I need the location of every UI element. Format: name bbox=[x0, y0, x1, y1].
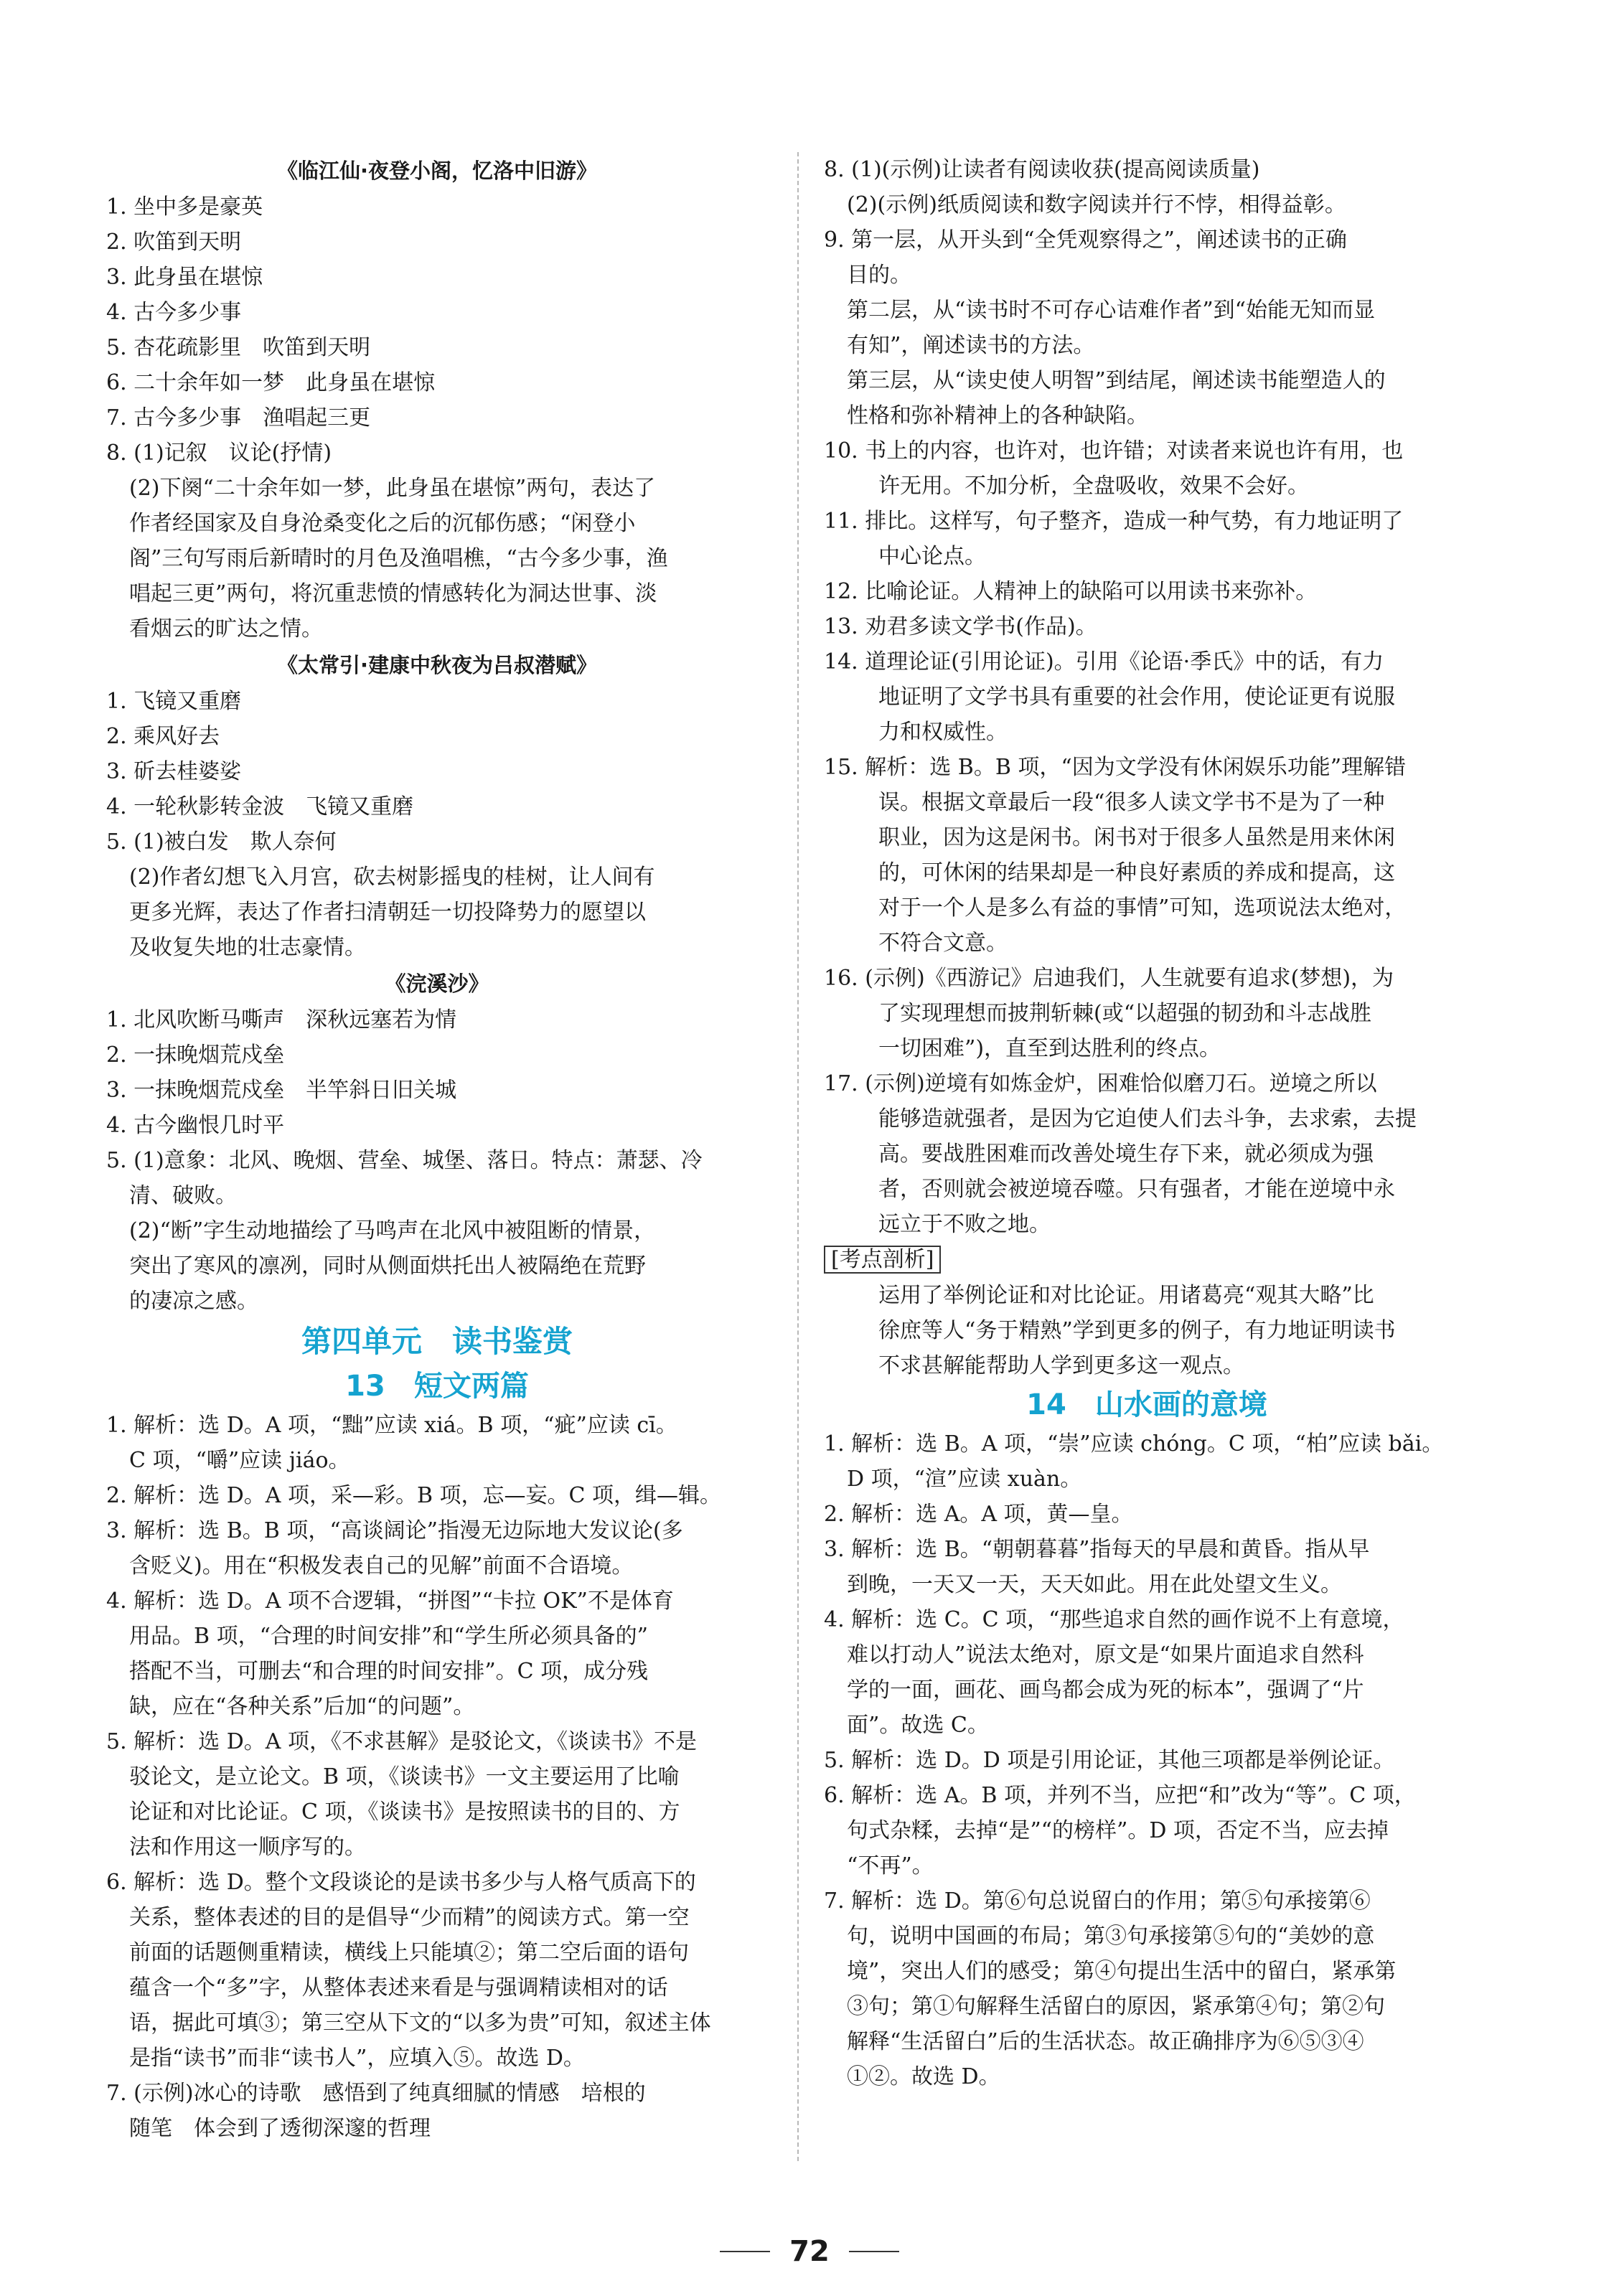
answer-line: 3. 斫去桂婆娑 bbox=[106, 759, 242, 784]
answer-continuation: 了实现理想而披荆斩棘(或“以超强的韧劲和斗志战胜 bbox=[878, 1001, 1372, 1026]
answer-line: 15. 解析：选 B。B 项，“因为文学没有休闲娱乐功能”理解错 bbox=[824, 755, 1407, 780]
answer-line: 2. 解析：选 A。A 项，黄—皇。 bbox=[824, 1502, 1133, 1527]
answer-line: 1. 坐中多是豪英 bbox=[106, 194, 263, 220]
answer-continuation: 许无用。不加分析，全盘吸收，效果不会好。 bbox=[878, 474, 1309, 499]
answer-continuation: (2)作者幻想飞入月宫，砍去树影摇曳的桂树，让人间有 bbox=[129, 865, 655, 890]
answer-continuation: 句式杂糅，去掉“是”“的榜样”。D 项，否定不当，应去掉 bbox=[847, 1818, 1389, 1843]
answer-continuation: 学的一面，画花、画鸟都会成为死的标本”，强调了“片 bbox=[847, 1678, 1364, 1703]
answer-continuation: 看烟云的旷达之情。 bbox=[129, 616, 323, 641]
page-number: 72 bbox=[789, 2235, 830, 2268]
answer-continuation: 职业，因为这是闲书。闲书对于很多人虽然是用来休闲 bbox=[878, 825, 1395, 850]
answer-continuation: 搭配不当，可删去“和合理的时间安排”。C 项，成分残 bbox=[129, 1659, 649, 1684]
answer-continuation: (2)下阕“二十余年如一梦，此身虽在堪惊”两句，表达了 bbox=[129, 476, 656, 501]
answer-continuation: 第三层，从“读史使人明智”到结尾，阐述读书能塑造人的 bbox=[847, 368, 1386, 393]
page-footer bbox=[0, 2235, 1619, 2268]
answer-continuation: 清、破败。 bbox=[129, 1183, 237, 1208]
answer-continuation: 解释“生活留白”后的生活状态。故正确排序为⑥⑤③④ bbox=[847, 2029, 1364, 2054]
footer-dash-right bbox=[849, 2251, 899, 2252]
answer-continuation: 蕴含一个“多”字，从整体表述来看是与强调精读相对的话 bbox=[129, 1975, 668, 2000]
answer-continuation: 阁”三句写雨后新晴时的月色及渔唱樵，“古今多少事，渔 bbox=[129, 546, 668, 571]
lesson-title: 13 短文两篇 bbox=[345, 1370, 529, 1403]
answer-line: 7. 解析：选 D。第⑥句总说留白的作用；第⑤句承接第⑥ bbox=[824, 1888, 1371, 1914]
answer-line: 7. (示例)冰心的诗歌 感悟到了纯真细腻的情感 培根的 bbox=[106, 2081, 646, 2106]
answer-continuation: 作者经国家及自身沧桑变化之后的沉郁伤感；“闲登小 bbox=[129, 511, 636, 536]
answer-line: 2. 一抹晚烟荒戍垒 bbox=[106, 1043, 285, 1068]
answer-line: 3. 一抹晚烟荒戍垒 半竿斜日旧关城 bbox=[106, 1078, 457, 1103]
answer-line: 8. (1)(示例)让读者有阅读收获(提高阅读质量) bbox=[824, 157, 1260, 182]
answer-continuation: 误。根据文章最后一段“很多人读文学书不是为了一种 bbox=[878, 790, 1385, 815]
answer-continuation: 难以打动人”说法太绝对，原文是“如果片面追求自然科 bbox=[847, 1642, 1364, 1667]
answer-continuation: 运用了举例论证和对比论证。用诸葛亮“观其大略”比 bbox=[878, 1283, 1374, 1308]
footer-dash-left bbox=[720, 2251, 770, 2252]
answer-line: 8. (1)记叙 议论(抒情) bbox=[106, 441, 332, 466]
answer-continuation: 对于一个人是多么有益的事情”可知，选项说法太绝对， bbox=[878, 895, 1407, 921]
answer-line: 1. 北风吹断马嘶声 深秋远塞若为情 bbox=[106, 1007, 457, 1032]
answer-continuation: 突出了寒风的凛冽，同时从侧面烘托出人被隔绝在荒野 bbox=[129, 1253, 646, 1279]
section-label-text: [考点剖析] bbox=[824, 1246, 941, 1274]
answer-line: 4. 古今多少事 bbox=[106, 300, 242, 325]
section-label bbox=[824, 1242, 1470, 1278]
lesson-title: 14 山水画的意境 bbox=[1026, 1388, 1267, 1421]
answer-line: 5. (1)被白发 欺人奈何 bbox=[106, 829, 337, 855]
answer-continuation: 含贬义)。用在“积极发表自己的见解”前面不合语境。 bbox=[129, 1553, 634, 1578]
answer-line: 5. 杏花疏影里 吹笛到天明 bbox=[106, 335, 371, 360]
answer-line: 3. 解析：选 B。B 项，“高谈阔论”指漫无边际地大发议论(多 bbox=[106, 1518, 683, 1543]
answer-line: 5. (1)意象：北风、晚烟、营垒、城堡、落日。特点：萧瑟、冷 bbox=[106, 1148, 703, 1173]
answer-continuation: 唱起三更”两句，将沉重悲愤的情感转化为洞达世事、淡 bbox=[129, 581, 657, 606]
answer-continuation: 目的。 bbox=[847, 263, 911, 288]
answer-continuation: 能够造就强者，是因为它迫使人们去斗争，去求索，去提 bbox=[878, 1106, 1417, 1131]
poem-title: 《太常引·建康中秋夜为吕叔潜赋》 bbox=[276, 653, 598, 677]
answer-continuation: 一切困难”)，直至到达胜利的终点。 bbox=[878, 1036, 1221, 1061]
answer-continuation: 用品。B 项，“合理的时间安排”和“学生所必须具备的” bbox=[129, 1624, 648, 1649]
answer-continuation: 更多光辉，表达了作者扫清朝廷一切投降势力的愿望以 bbox=[129, 900, 646, 925]
answer-continuation: C 项，“嚼”应读 jiáo。 bbox=[129, 1448, 350, 1473]
answer-line: 17. (示例)逆境有如炼金炉，困难恰似磨刀石。逆境之所以 bbox=[824, 1071, 1377, 1096]
answer-continuation: 缺，应在“各种关系”后加“的问题”。 bbox=[129, 1694, 475, 1719]
answer-continuation: 中心论点。 bbox=[878, 544, 986, 569]
answer-continuation: 随笔 体会到了透彻深邃的哲理 bbox=[129, 2116, 431, 2141]
left-column bbox=[106, 152, 768, 2146]
answer-continuation: 者，否则就会被逆境吞噬。只有强者，才能在逆境中永 bbox=[878, 1177, 1395, 1202]
answer-continuation: 驳论文，是立论文。B 项，《谈读书》一文主要运用了比喻 bbox=[129, 1764, 680, 1789]
answer-line: 13. 劝君多读文学书(作品)。 bbox=[824, 614, 1097, 639]
answer-line: 1. 解析：选 D。A 项，“黜”应读 xiá。B 项，“疵”应读 cī。 bbox=[106, 1413, 677, 1438]
right-column bbox=[824, 152, 1470, 2094]
answer-continuation: 第二层，从“读书时不可存心诘难作者”到“始能无知而显 bbox=[847, 298, 1376, 323]
answer-line: 9. 第一层，从开头到“全凭观察得之”，阐述读书的正确 bbox=[824, 227, 1347, 253]
answer-continuation: (2)“断”字生动地描绘了马鸣声在北风中被阻断的情景， bbox=[129, 1218, 656, 1243]
answer-continuation: 有知”，阐述读书的方法。 bbox=[847, 333, 1095, 358]
answer-line: 12. 比喻论证。人精神上的缺陷可以用读书来弥补。 bbox=[824, 579, 1318, 604]
answer-continuation: “不再”。 bbox=[847, 1853, 934, 1878]
unit-title: 第四单元 读书鉴赏 bbox=[301, 1324, 573, 1359]
answer-line: 1. 解析：选 B。A 项，“崇”应读 chóng。C 项，“柏”应读 bǎi。 bbox=[824, 1431, 1444, 1457]
column-divider bbox=[797, 152, 799, 2161]
answer-line: 4. 解析：选 D。A 项不合逻辑，“拼图”“卡拉 OK”不是体育 bbox=[106, 1589, 674, 1614]
answer-line: 4. 一轮秋影转金波 飞镜又重磨 bbox=[106, 794, 414, 819]
answer-line: 4. 古今幽恨几时平 bbox=[106, 1113, 285, 1138]
poem-title: 《浣溪沙》 bbox=[385, 971, 489, 996]
answer-continuation: 句，说明中国画的布局；第③句承接第⑤句的“美妙的意 bbox=[847, 1924, 1375, 1949]
answer-line: 14. 道理论证(引用论证)。引用《论语·季氏》中的话，有力 bbox=[824, 649, 1384, 674]
answer-continuation: 前面的话题侧重精读，横线上只能填②；第二空后面的语句 bbox=[129, 1940, 689, 1965]
answer-line: 2. 解析：选 D。A 项，采—彩。B 项，忘—妄。C 项，缉—辑。 bbox=[106, 1483, 722, 1508]
answer-line: 6. 二十余年如一梦 此身虽在堪惊 bbox=[106, 370, 436, 395]
answer-line: 6. 解析：选 D。整个文段谈论的是读书多少与人格气质高下的 bbox=[106, 1870, 696, 1895]
answer-line: 10. 书上的内容，也许对，也许错；对读者来说也许有用，也 bbox=[824, 438, 1404, 464]
answer-continuation: 的凄凉之感。 bbox=[129, 1289, 258, 1314]
answer-continuation: 是指“读书”而非“读书人”，应填入⑤。故选 D。 bbox=[129, 2046, 585, 2071]
answer-continuation: 法和作用这一顺序写的。 bbox=[129, 1835, 366, 1860]
answer-line: 3. 解析：选 B。“朝朝暮暮”指每天的早晨和黄昏。指从早 bbox=[824, 1537, 1370, 1562]
answer-line: 2. 乘风好去 bbox=[106, 724, 220, 749]
poem-title: 《临江仙·夜登小阁，忆洛中旧游》 bbox=[276, 159, 598, 183]
answer-line: 6. 解析：选 A。B 项，并列不当，应把“和”改为“等”。C 项， bbox=[824, 1783, 1416, 1808]
answer-continuation: 性格和弥补精神上的各种缺陷。 bbox=[847, 403, 1148, 428]
answer-continuation: ①②。故选 D。 bbox=[847, 2064, 1000, 2089]
answer-line: 4. 解析：选 C。C 项，“那些追求自然的画作说不上有意境， bbox=[824, 1607, 1404, 1632]
answer-continuation: D 项，“渲”应读 xuàn。 bbox=[847, 1467, 1082, 1492]
answer-line: 16. (示例)《西游记》启迪我们，人生就要有追求(梦想)，为 bbox=[824, 966, 1394, 991]
answer-line: 1. 飞镜又重磨 bbox=[106, 689, 242, 714]
answer-continuation: 不求甚解能帮助人学到更多这一观点。 bbox=[878, 1353, 1244, 1378]
answer-continuation: 力和权威性。 bbox=[878, 720, 1008, 745]
answer-continuation: 高。要战胜困难而改善处境生存下来，就必须成为强 bbox=[878, 1142, 1374, 1167]
answer-continuation: 语，据此可填③；第三空从下文的“以多为贵”可知，叙述主体 bbox=[129, 2010, 711, 2036]
answer-continuation: ③句；第①句解释生活留白的原因，紧承第④句；第②句 bbox=[847, 1994, 1385, 2019]
answer-continuation: 及收复失地的壮志豪情。 bbox=[129, 935, 366, 960]
answer-line: 7. 古今多少事 渔唱起三更 bbox=[106, 405, 371, 430]
answer-continuation: 徐庶等人“务于精熟”学到更多的例子，有力地证明读书 bbox=[878, 1318, 1396, 1343]
answer-continuation: 地证明了文学书具有重要的社会作用，使论证更有说服 bbox=[878, 684, 1395, 710]
answer-continuation: 的，可休闲的结果却是一种良好素质的养成和提高，这 bbox=[878, 860, 1395, 885]
answer-line: 5. 解析：选 D。A 项，《不求甚解》是驳论文，《谈读书》不是 bbox=[106, 1729, 697, 1754]
answer-line: 3. 此身虽在堪惊 bbox=[106, 265, 263, 290]
answer-continuation: 面”。故选 C。 bbox=[847, 1713, 989, 1738]
answer-continuation: 远立于不败之地。 bbox=[878, 1212, 1051, 1237]
answer-continuation: (2)(示例)纸质阅读和数字阅读并行不悖，相得益彰。 bbox=[847, 192, 1346, 217]
answer-continuation: 境”，突出人们的感受；第④句提出生活中的留白，紧承第 bbox=[847, 1959, 1397, 1984]
answer-continuation: 关系，整体表述的目的是倡导“少而精”的阅读方式。第一空 bbox=[129, 1905, 690, 1930]
answer-line: 11. 排比。这样写，句子整齐，造成一种气势，有力地证明了 bbox=[824, 509, 1404, 534]
answer-line: 5. 解析：选 D。D 项是引用论证，其他三项都是举例论证。 bbox=[824, 1748, 1395, 1773]
answer-line: 2. 吹笛到天明 bbox=[106, 230, 242, 255]
answer-continuation: 论证和对比论证。C 项，《谈读书》是按照读书的目的、方 bbox=[129, 1799, 680, 1825]
answer-continuation: 不符合文意。 bbox=[878, 931, 1008, 956]
answer-continuation: 到晚，一天又一天，天天如此。用在此处望文生义。 bbox=[847, 1572, 1342, 1597]
